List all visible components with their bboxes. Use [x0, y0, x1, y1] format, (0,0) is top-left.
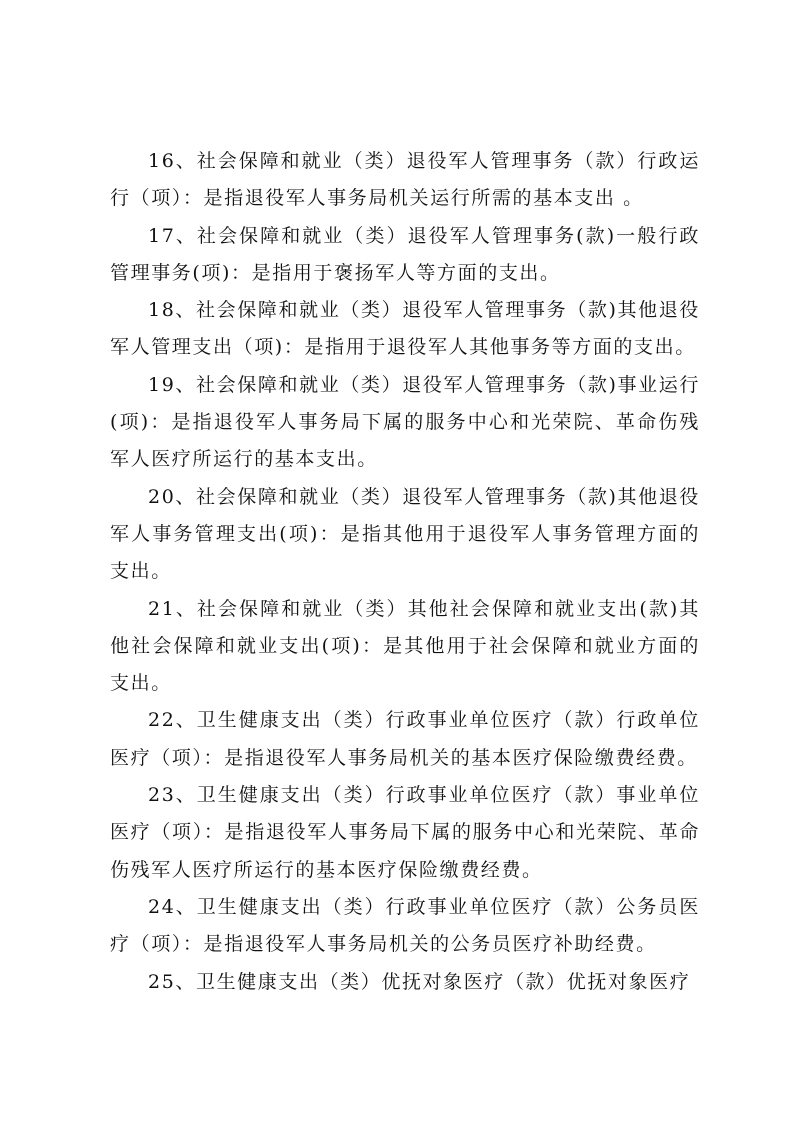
paragraph-16: 16、社会保障和就业（类）退役军人管理事务（款）行政运行（项）：是指退役军人事务局机关运行所需的基本支出 。	[110, 150, 700, 210]
document-body	[110, 143, 700, 1001]
paragraph-18: 18、社会保障和就业（类）退役军人管理事务（款)其他退役军人管理支出（项)：是指用于退役军人其他事务等方面的支出。	[110, 299, 700, 359]
paragraph-21: 21、社会保障和就业（类）其他社会保障和就业支出(款)其他社会保障和就业支出(项)：是其他用于社会保障和就业方面的支出。	[110, 597, 700, 695]
paragraph-22: 22、卫生健康支出（类）行政事业单位医疗（款）行政单位医疗（项）：是指退役军人事务局机关的基本医疗保险缴费经费。	[110, 709, 700, 769]
paragraph-19: 19、社会保障和就业（类）退役军人管理事务（款)事业运行(项)：是指退役军人事务局下属的服务中心和光荣院、革命伤残军人医疗所运行的基本支出。	[110, 373, 700, 471]
paragraph-23: 23、卫生健康支出（类）行政事业单位医疗（款）事业单位医疗（项）：是指退役军人事务局下属的服务中心和光荣院、革命伤残军人医疗所运行的基本医疗保险缴费经费。	[110, 784, 700, 881]
paragraph-20: 20、社会保障和就业（类）退役军人管理事务（款)其他退役军人事务管理支出(项)：是指其他用于退役军人事务管理方面的支出。	[110, 485, 700, 583]
paragraph-25: 25、卫生健康支出（类）优抚对象医疗（款）优抚对象医疗	[148, 970, 691, 993]
paragraph-24: 24、卫生健康支出（类）行政事业单位医疗（款）公务员医疗（项）：是指退役军人事务局机关的公务员医疗补助经费。	[110, 895, 700, 956]
paragraph-17: 17、社会保障和就业（类）退役军人管理事务(款)一般行政管理事务(项)：是指用于褒扬军人等方面的支出。	[110, 224, 700, 284]
